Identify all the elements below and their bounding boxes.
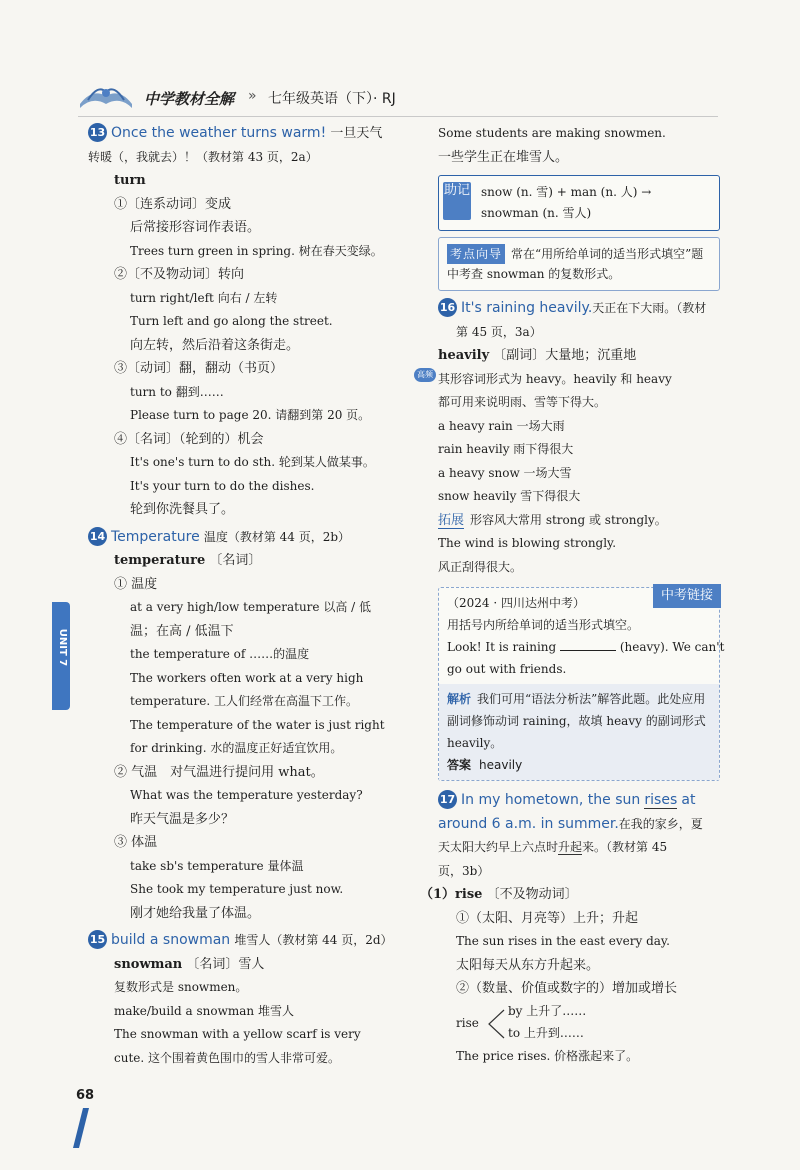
phrase: a heavy rain 一场大雨 <box>438 418 565 433</box>
answer-blank <box>560 638 616 651</box>
example: Please turn to page 20. 请翻到第 20 页。 <box>130 408 371 422</box>
brand-name: 中学教材全解 <box>144 90 235 108</box>
example: The snowman with a yellow scarf is very <box>114 1027 361 1041</box>
section-16-subtitle: 第 45 页，3a） <box>456 324 542 339</box>
example: What was the temperature yesterday? <box>130 788 363 802</box>
sense: ② 气温 对气温进行提问用 what。 <box>114 764 324 780</box>
section-number: 13 <box>88 123 107 142</box>
headword-line <box>438 344 720 368</box>
sense: ③ 体温 <box>114 835 158 850</box>
sense: ②（数量、价值或数字的）增加或增长 <box>456 981 678 996</box>
extension-label: 拓展 <box>438 512 465 528</box>
exam-instruction: 用括号内所给单词的适当形式填空。 <box>447 618 640 632</box>
high-frequency-badge: 高频 <box>414 368 436 382</box>
title-cn-part: 来。（教材第 45 <box>582 840 668 854</box>
part-of-speech: 〔副词〕大量地；沉重地 <box>493 348 637 363</box>
sense: ①（太阳、月亮等）上升；升起 <box>456 910 639 926</box>
extension-line <box>438 509 720 533</box>
example: The price rises. 价格涨起来了。 <box>456 1048 639 1063</box>
sense: ②〔不及物动词〕转向 <box>114 267 245 282</box>
branch-diagram <box>438 1001 720 1045</box>
example: Trees turn green in spring. 树在春天变绿。 <box>130 243 383 258</box>
headword-line <box>88 549 398 573</box>
headword: snowman <box>114 956 183 972</box>
headword: turn <box>114 173 146 188</box>
unit-tab-label: UNIT 7 <box>57 628 69 667</box>
header-divider <box>78 116 718 117</box>
example-translation: 昨天气温是多少？ <box>130 811 235 827</box>
book-title: 七年级英语（下）· RJ <box>268 91 396 107</box>
sense: ①〔连系动词〕变成 <box>114 196 232 212</box>
section-title-cn: 天正在下大雨。（教材 <box>592 301 707 315</box>
exam-point-box <box>438 237 720 291</box>
note-cont: 都可用来说明雨、雪等下得大。 <box>438 395 607 409</box>
section-17-title-line3 <box>438 836 720 860</box>
exam-point-text: 常在“用所给单词的适当形式填空”题中考查 snowman 的复数形式。 <box>447 247 704 281</box>
headword-line <box>420 883 720 907</box>
sense: ① 温度 <box>114 576 158 592</box>
example-translation: 风正刮得很大。 <box>438 559 523 574</box>
headword: temperature <box>114 553 206 568</box>
example-translation: 向左转，然后沿着这条街走。 <box>130 337 300 353</box>
page-header <box>78 78 718 118</box>
phrase: make/build a snowman 堆雪人 <box>114 1003 294 1018</box>
answer-tag: 答案 <box>447 758 472 772</box>
answer-text: heavily <box>479 758 523 772</box>
phrase: snow heavily 雪下得很大 <box>438 489 581 503</box>
analysis-block <box>439 684 719 780</box>
phrase: take sb's temperature 量体温 <box>130 858 304 873</box>
phrase: rain heavily 雨下得很大 <box>438 442 574 456</box>
section-14-heading <box>88 526 398 550</box>
phrase-cont: 温；在高 / 低温下 <box>130 623 234 639</box>
extension-text: 形容风大常用 strong 或 strongly。 <box>470 512 667 527</box>
section-16-heading <box>438 297 720 321</box>
example-cont: for drinking. 水的温度正好适宜饮用。 <box>130 741 343 755</box>
note: 复数形式是 snowmen。 <box>114 980 248 994</box>
example-translation: 轮到你洗餐具了。 <box>130 502 235 517</box>
page-number: 68 <box>76 1088 95 1103</box>
section-17-heading <box>438 789 720 813</box>
memory-tip-text: snow (n. 雪) + man (n. 人) → snowman (n. 雪人) <box>481 185 652 220</box>
section-number: 15 <box>88 930 107 949</box>
title-cn-part: 天太阳大约早上六点时 <box>438 840 559 854</box>
section-17-title-line2 <box>438 813 720 837</box>
exam-source: （2024 · 四川达州中考） <box>447 596 585 610</box>
corner-decoration <box>73 1108 89 1148</box>
section-title-cn: 一旦天气 <box>330 126 383 141</box>
unit-tab <box>52 602 70 710</box>
exam-point-tag: 考点向导 <box>447 244 505 264</box>
memory-tip-tag: 助记 <box>443 182 471 220</box>
phrase: turn to 翻到…… <box>130 384 224 399</box>
section-13-heading <box>88 122 398 146</box>
section-title: Once the weather turns warm! <box>111 125 327 141</box>
example: The workers often work at a very high <box>130 670 364 685</box>
section-number: 17 <box>438 790 457 809</box>
section-title: build a snowman <box>111 932 231 948</box>
section-title: It's raining heavily. <box>461 300 593 316</box>
part-of-speech: 〔名词〕雪人 <box>186 956 265 972</box>
section-title: Temperature <box>111 528 200 545</box>
example-translation: 刚才她给我量了体温。 <box>130 905 261 921</box>
branch-top: by 上升了…… <box>508 1003 587 1018</box>
example: The wind is blowing strongly. <box>438 536 617 550</box>
headword: （1）rise <box>420 887 483 902</box>
section-title-cont: around 6 a.m. in summer. <box>438 815 619 832</box>
note: 后常接形容词作表语。 <box>130 220 261 235</box>
exam-link-box <box>438 587 725 781</box>
example-translation: 一些学生正在堆雪人。 <box>438 149 569 165</box>
example: The sun rises in the east every day. <box>456 934 670 948</box>
example: She took my temperature just now. <box>130 882 344 896</box>
analysis-tag: 解析 <box>447 692 472 706</box>
left-column <box>88 122 398 1070</box>
question-hint: (heavy). We can't <box>619 640 725 654</box>
highlight-rise-cn: 升起 <box>558 840 583 854</box>
section-13-subtitle: 转暖（，我就去）！（教材第 43 页，2a） <box>88 149 318 164</box>
section-15-heading <box>88 929 398 953</box>
section-title: In my hometown, the sun <box>461 792 641 808</box>
headword-line <box>88 953 398 977</box>
phrase: a heavy snow 一场大雪 <box>438 465 572 480</box>
example: Some students are making snowmen. <box>438 126 666 140</box>
example: It's your turn to do the dishes. <box>130 478 315 493</box>
phrase: turn right/left 向右 / 左转 <box>130 290 278 305</box>
section-number: 16 <box>438 298 457 317</box>
branch-root: rise <box>456 1015 479 1030</box>
book-logo-icon <box>78 82 134 114</box>
phrase: the temperature of ……的温度 <box>130 647 310 661</box>
branch-bottom: to 上升到…… <box>508 1025 584 1040</box>
example-cont: cute. 这个围着黄色围巾的雪人非常可爱。 <box>114 1050 341 1065</box>
exam-link-tag: 中考链接 <box>653 584 721 608</box>
highlight-rises: rises <box>644 792 678 808</box>
example-translation: 太阳每天从东方升起来。 <box>456 957 600 973</box>
note-text: 其形容词形式为 heavy。heavily 和 heavy <box>438 371 672 386</box>
part-of-speech: 〔名词〕 <box>209 553 262 568</box>
sense: ③〔动词〕翻，翻动（书页） <box>114 361 284 376</box>
note <box>417 368 720 392</box>
phrase: at a very high/low temperature 以高 / 低 <box>130 600 371 614</box>
right-column <box>417 122 725 1068</box>
section-title-cn: 温度（教材第 44 页，2b） <box>203 529 351 544</box>
question-text: Look! It is raining <box>447 640 557 654</box>
section-number: 14 <box>88 527 107 546</box>
section-17-title-line4: 页，3b） <box>438 863 490 878</box>
example-cont: temperature. 工人们经常在高温下工作。 <box>130 694 358 708</box>
brace-icon <box>486 1007 506 1041</box>
section-title-cn: 堆雪人（教材第 44 页，2d） <box>234 933 393 947</box>
analysis-text: 我们可用“语法分析法”解答此题。此处应用副词修饰动词 raining，故填 heavy 的副词形式 heavily。 <box>447 692 706 750</box>
header-separator: » <box>248 88 257 104</box>
exam-question-cont: go out with friends. <box>447 662 567 676</box>
section-title-at: at <box>681 792 696 808</box>
headword: heavily <box>438 348 490 363</box>
memory-tip-box <box>438 175 720 231</box>
part-of-speech: 〔不及物动词〕 <box>486 887 578 902</box>
sense: ④〔名词〕（轮到的）机会 <box>114 431 264 447</box>
phrase: It's one's turn to do sth. 轮到某人做某事。 <box>130 455 375 469</box>
exam-question <box>447 636 725 658</box>
section-title-cn: 在我的家乡，夏 <box>618 816 703 831</box>
example: Turn left and go along the street. <box>130 314 333 328</box>
example: The temperature of the water is just right <box>130 717 385 732</box>
